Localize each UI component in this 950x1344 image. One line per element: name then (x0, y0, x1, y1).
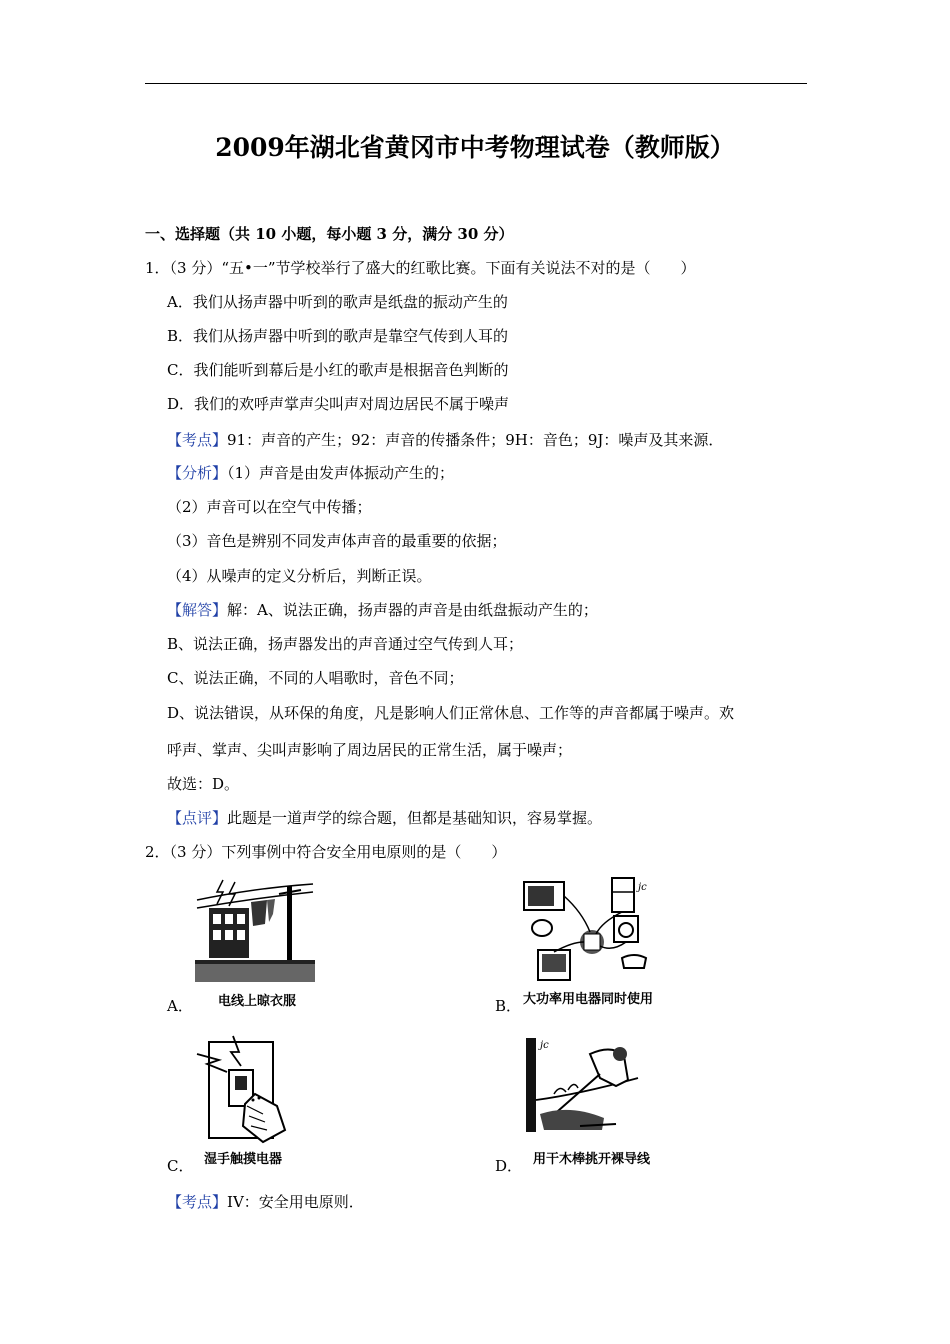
q2-option-b-letter: B． (495, 997, 522, 1015)
page-title: 2009年湖北省黄冈市中考物理试卷（教师版） (215, 133, 735, 162)
jieda-text-3: C、说法正确，不同的人唱歌时，音色不同； (167, 669, 464, 687)
q1-kaodian (167, 430, 723, 450)
q1-fenxi (167, 463, 454, 483)
svg-text:jc: jc (638, 882, 647, 893)
dianping-tag: 【点评】 (167, 809, 228, 827)
q1-option-c: C．我们能听到幕后是小红的歌声是根据音色判断的 (167, 361, 509, 379)
appliances-illustration (522, 872, 660, 984)
jieda-text-2: B、说法正确，扬声器发出的声音通过空气传到人耳； (167, 635, 524, 653)
q2-option-a-caption: 电线上晾衣服 (218, 994, 297, 1009)
wet-hand-switch-illustration (193, 1034, 293, 1146)
section-heading: 一、选择题（共 10 小题，每小题 3 分，满分 30 分） (145, 225, 514, 243)
q1-jieda (167, 600, 598, 620)
fenxi-tag: 【分析】 (167, 464, 228, 482)
stick-wire-illustration (520, 1034, 640, 1140)
jieda-text-1: 解：A、说法正确，扬声器的声音是由纸盘振动产生的； (227, 601, 598, 619)
q2-kaodian-tag: 【考点】 (167, 1193, 228, 1211)
q2-option-d-letter: D． (495, 1157, 523, 1175)
header-rule (145, 83, 807, 84)
kaodian-text: 91：声音的产生；92：声音的传播条件；9H：音色；9J：噪声及其来源． (227, 431, 724, 449)
q2-option-c-caption: 湿手触摸电器 (204, 1152, 283, 1167)
q1-option-b: B．我们从扬声器中听到的歌声是靠空气传到人耳的 (167, 327, 509, 345)
jieda-text-5: 呼声、掌声、尖叫声影响了周边居民的正常生活，属于噪声； (167, 741, 573, 759)
question-1-stem: 1．（3 分）“五•一”节学校举行了盛大的红歌比赛。下面有关说法不对的是（ ） (145, 259, 696, 277)
q2-kaodian (167, 1192, 364, 1212)
q1-dianping (167, 808, 602, 828)
jieda-tag: 【解答】 (167, 601, 228, 619)
q2-kaodian-text: IV：安全用电原则． (227, 1193, 364, 1211)
q2-option-d-caption: 用干木棒挑开裸导线 (533, 1152, 651, 1167)
q1-option-d: D．我们的欢呼声掌声尖叫声对周边居民不属于噪声 (167, 395, 510, 413)
kaodian-tag: 【考点】 (167, 431, 228, 449)
svg-text:jc: jc (540, 1040, 549, 1051)
q1-option-a: A．我们从扬声器中听到的歌声是纸盘的振动产生的 (167, 293, 508, 311)
q2-option-c-letter: C． (167, 1157, 194, 1175)
fenxi-text-3: （3）音色是辨别不同发声体声音的最重要的依据； (167, 532, 507, 550)
question-2-stem: 2．（3 分）下列事例中符合安全用电原则的是（ ） (145, 843, 507, 861)
clothes-on-wire-illustration (195, 878, 315, 986)
fenxi-text-1: （1）声音是由发声体振动产生的； (227, 464, 455, 482)
dianping-text: 此题是一道声学的综合题，但都是基础知识，容易掌握。 (227, 809, 603, 827)
q2-option-a-letter: A． (167, 997, 193, 1015)
jieda-text-4: D、说法错误，从环保的角度，凡是影响人们正常休息、工作等的声音都属于噪声。欢 (167, 704, 735, 722)
q2-option-b-caption: 大功率用电器同时使用 (523, 992, 654, 1007)
jieda-text-6: 故选：D。 (167, 775, 240, 793)
fenxi-text-2: （2）声音可以在空气中传播； (167, 498, 372, 516)
fenxi-text-4: （4）从噪声的定义分析后，判断正误。 (167, 567, 432, 585)
